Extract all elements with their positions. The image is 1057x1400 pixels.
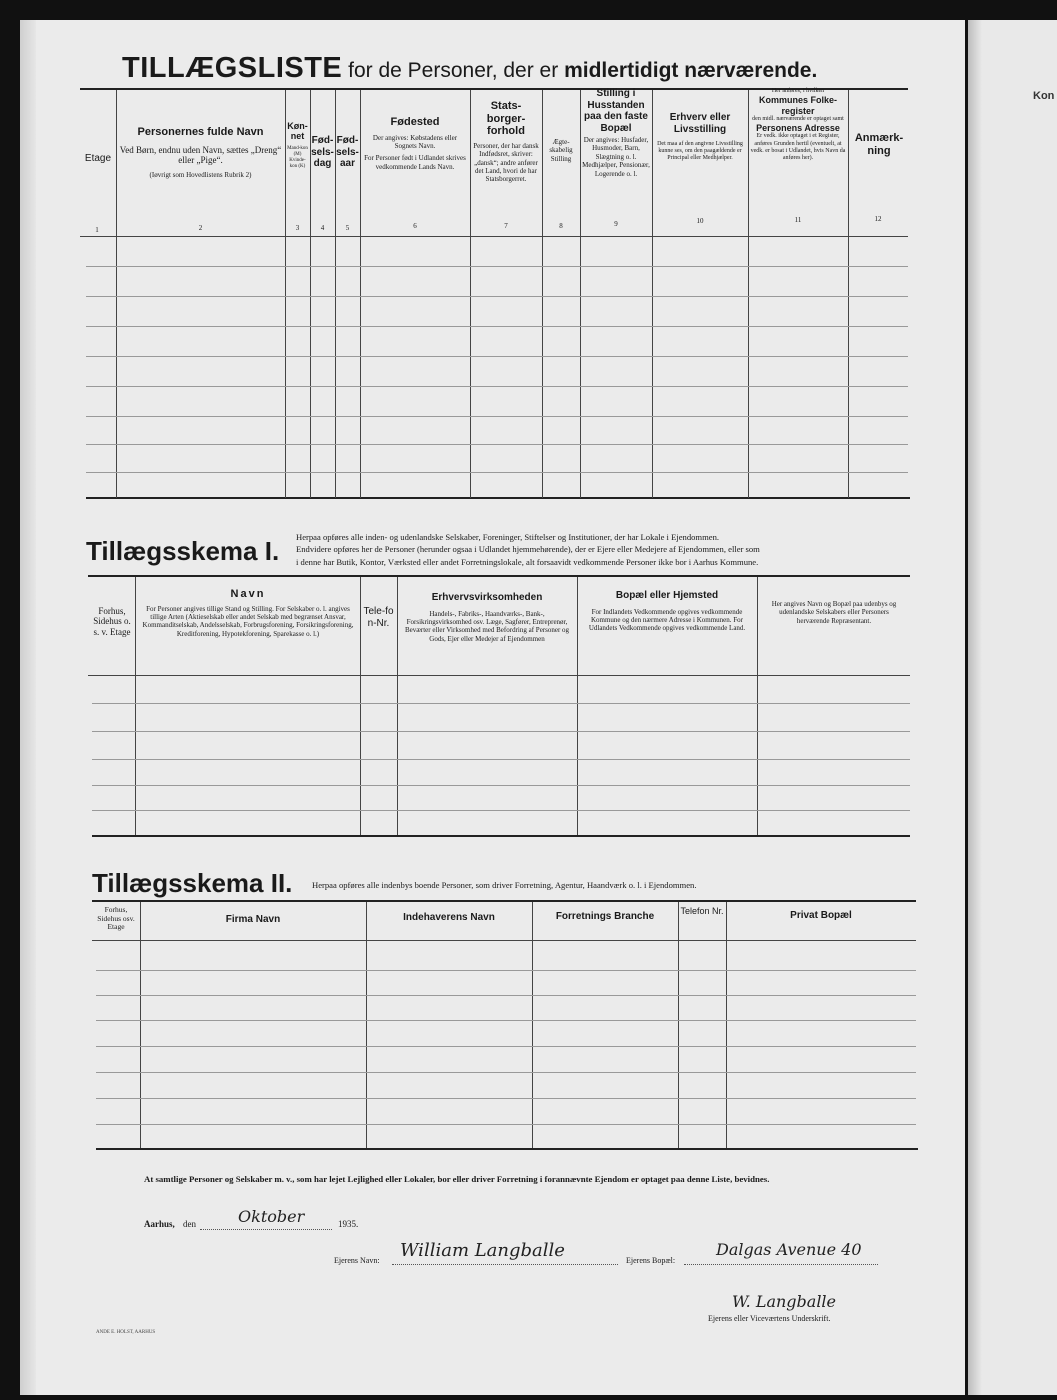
next-page — [968, 20, 1057, 1395]
den-label: den — [183, 1219, 196, 1229]
col-navn: Personernes fulde Navn Ved Børn, endnu uden Navn, sættes „Dreng“ eller „Pige“. (Iøvrigt som Hovedlistens Rubrik 2) — [119, 126, 282, 180]
signature-label: Ejerens eller Viceværtens Underskrift. — [708, 1314, 831, 1323]
col-stilling: Stilling i Husstanden paa den faste Bopæl Der angives: Husfader, Husmoder, Barn, Slægtning o. l. Medhjælper, Pensionær, Logerende o. l. — [582, 88, 650, 178]
signature-handwriting: W. Langballe — [732, 1292, 837, 1311]
s2-col-telefon: Telefon Nr. — [680, 906, 724, 916]
city-label: Aarhus, — [144, 1219, 175, 1229]
title-main: TILLÆGSLISTE — [122, 52, 343, 84]
col-number: 9 — [614, 220, 618, 228]
title-middle: for de Personer, der er — [342, 59, 565, 82]
next-page-fragment: Kon — [1033, 90, 1055, 102]
page-title — [122, 52, 922, 85]
year-label: 1935. — [338, 1219, 359, 1229]
col-number: 6 — [413, 222, 417, 230]
col-number: 7 — [504, 222, 508, 230]
col-number: 4 — [320, 224, 325, 232]
col-number: 8 — [559, 222, 563, 230]
col-statsborger: Stats-borger-forhold Personer, der har dansk Indfødsret, skriver: „dansk“; andre anfører det Land, hvori de har Statsborgerret. — [473, 100, 539, 184]
col-foedselsaar: Fød-sels-aar — [336, 135, 359, 169]
col-number: 3 — [295, 224, 300, 232]
col-folkeregister: Her anføres, i hvilken Kommunes Folke-register den midl. nærværende er optaget samt Personens Adresse Er vedk. ikke optaget i et Register, anføres Grunden hertil (eventuelt, at vedk. er bosat i Udlandet, hvis Navn da anføres her). — [750, 88, 846, 161]
s1-col-telefon: Tele-fon-Nr. — [363, 606, 394, 629]
page-edge — [20, 20, 36, 1395]
col-number: 11 — [794, 216, 802, 224]
title-end: midlertidigt nærværende. — [564, 59, 818, 82]
owner-name-label: Ejerens Navn: — [334, 1256, 380, 1265]
declaration-text: At samtlige Personer og Selskaber m. v., som har lejet Lejlighed eller Lokaler, bor eller driver Forretning i forannævnte Ejendom er optaget paa denne Liste, bevidnes. — [144, 1174, 770, 1184]
s2-col-etage: Forhus, Sidehus osv. Etage — [97, 905, 135, 932]
col-anmaerkning: Anmærk-ning — [854, 132, 904, 157]
col-number: 2 — [198, 224, 203, 232]
s2-col-indehaver: Indehaverens Navn — [403, 912, 495, 923]
s1-col-erhverv: Erhvervsvirksomheden Handels-, Fabriks-, Haandværks-, Bank-, Forsikringsvirksomhed osv. Læge, Sagfører, Entreprenør, Beværter eller Virksomhed med Befordring af Personer og Gods, Ejer eller Medejer af Ejendommen — [404, 592, 570, 643]
s1-col-repraesentant: Her angives Navn og Bopæl paa udenbys og udenlandske Selskabers eller Personers herværende Repræsentant. — [771, 600, 897, 625]
skema2-intro: Herpaa opføres alle indenbys boende Personer, som driver Forretning, Agentur, Haandværk o. l. i Ejendommen. — [312, 880, 697, 890]
s1-col-bopael: Bopæl eller Hjemsted For Indlandets Vedkommende opgives vedkommende Kommune og den nærmere Adresse i Kommunen. For Udlandets Vedkommende opgives vedkommende Land. — [588, 590, 746, 633]
col-aegteskabelig: Ægte-skabelig Stilling — [549, 138, 573, 163]
col-number: 10 — [696, 217, 704, 225]
s1-col-navn: Navn For Personer angives tillige Stand og Stilling. For Selskaber o. l. angives tillige Arten (Aktieselskab eller andet Selskab med begrænset Ansvar, Kommanditselskab, Andelsselskab, Forbrugsforening, Forsikringsforening, Kreditforening, Hypotekforening, Sparekasse o. l.) — [142, 588, 354, 638]
s2-col-firma: Firma Navn — [225, 914, 281, 925]
owner-address-label: Ejerens Bopæl: — [626, 1256, 676, 1265]
col-erhverv: Erhverv eller Livsstilling Det maa af den angivne Livsstilling kunne ses, om den paagældende er Principal eller Medhjælper. — [657, 112, 743, 162]
col-number: 1 — [95, 226, 99, 234]
skema1-intro: Herpaa opføres alle inden- og udenlandske Selskaber, Foreninger, Stiftelser og Institutioner, der har Lokale i Ejendommen. Endvidere opføres her de Personer (herunder ogsaa i Udlandet hjemmehørende), der er Ejere eller Medejere af Ejendommen, eller som i denne har Butik, Kontor, Værksted eller andet Forretningslokale, alt forsaavidt vedkommende Personer ikke bor i Aarhus Kommune. — [296, 532, 760, 567]
date-handwriting: Oktober — [238, 1207, 305, 1226]
s2-col-branche: Forretnings Branche — [555, 911, 655, 922]
col-foedested: Fødested Der angives: Købstadens eller Sognets Navn. For Personer født i Udlandet skrives vedkommende Lands Navn. — [364, 116, 466, 171]
s1-col-etage: Forhus, Sidehus o. s. v. Etage — [93, 606, 131, 637]
col-number: 5 — [345, 224, 350, 232]
owner-address-handwriting: Dalgas Avenue 40 — [716, 1240, 862, 1259]
col-koennet: Køn-net Mand-kon (M) Kvinde-kon (K) — [287, 121, 308, 169]
skema2-heading: Tillægsskema II. — [92, 868, 293, 898]
s2-col-bopael: Privat Bopæl — [790, 910, 852, 921]
printer-mark: ANDE E. HOLST, AARHUS — [96, 1330, 156, 1335]
owner-name-handwriting: William Langballe — [400, 1240, 565, 1261]
col-etage: Etage — [84, 153, 112, 164]
col-number: 12 — [874, 215, 882, 223]
skema1-heading: Tillægsskema I. — [86, 536, 280, 566]
col-foedselsdag: Fød-sels-dag — [311, 135, 334, 169]
